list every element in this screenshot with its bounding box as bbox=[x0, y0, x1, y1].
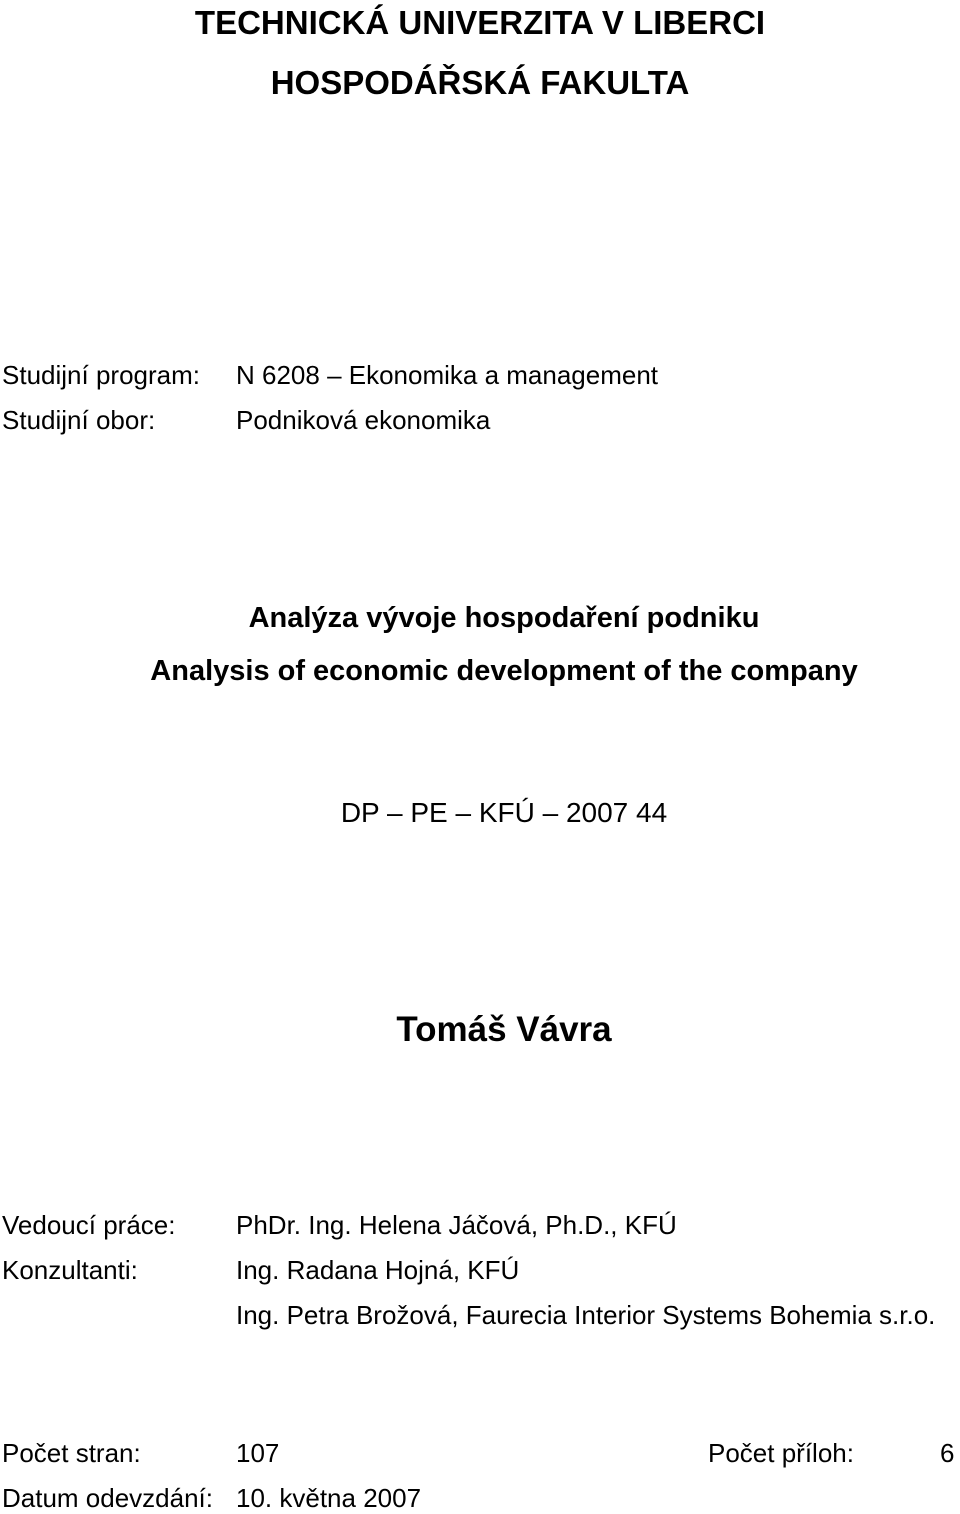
study-program-value: N 6208 – Ekonomika a management bbox=[236, 360, 659, 390]
university-name: TECHNICKÁ UNIVERZITA V LIBERCI bbox=[194, 4, 766, 41]
page-count-value: 107 bbox=[236, 1438, 280, 1468]
supervisor-label: Vedoucí práce: bbox=[2, 1210, 176, 1240]
submission-date-label: Datum odevzdání: bbox=[2, 1483, 214, 1513]
page-count-label: Počet stran: bbox=[2, 1438, 141, 1468]
attachment-count-label: Počet příloh: bbox=[708, 1438, 854, 1468]
study-field-value: Podniková ekonomika bbox=[236, 405, 491, 435]
study-program-label: Studijní program: bbox=[2, 360, 200, 390]
thesis-title-cz: Analýza vývoje hospodaření podniku bbox=[248, 602, 760, 634]
consultant-item: Ing. Petra Brožová, Faurecia Interior Systems Bohemia s.r.o. bbox=[236, 1300, 936, 1330]
thesis-code: DP – PE – KFÚ – 2007 44 bbox=[340, 797, 668, 828]
supervisor-value: PhDr. Ing. Helena Jáčová, Ph.D., KFÚ bbox=[236, 1210, 677, 1240]
submission-date-value: 10. května 2007 bbox=[236, 1483, 422, 1513]
consultant-item: Ing. Radana Hojná, KFÚ bbox=[236, 1255, 520, 1285]
author-name: Tomáš Vávra bbox=[396, 1010, 612, 1049]
attachment-count-value: 6 bbox=[940, 1438, 955, 1468]
faculty-name: HOSPODÁŘSKÁ FAKULTA bbox=[270, 64, 690, 101]
consultants-label: Konzultanti: bbox=[2, 1255, 138, 1285]
study-field-label: Studijní obor: bbox=[2, 405, 156, 435]
thesis-title-en: Analysis of economic development of the company bbox=[150, 655, 858, 687]
